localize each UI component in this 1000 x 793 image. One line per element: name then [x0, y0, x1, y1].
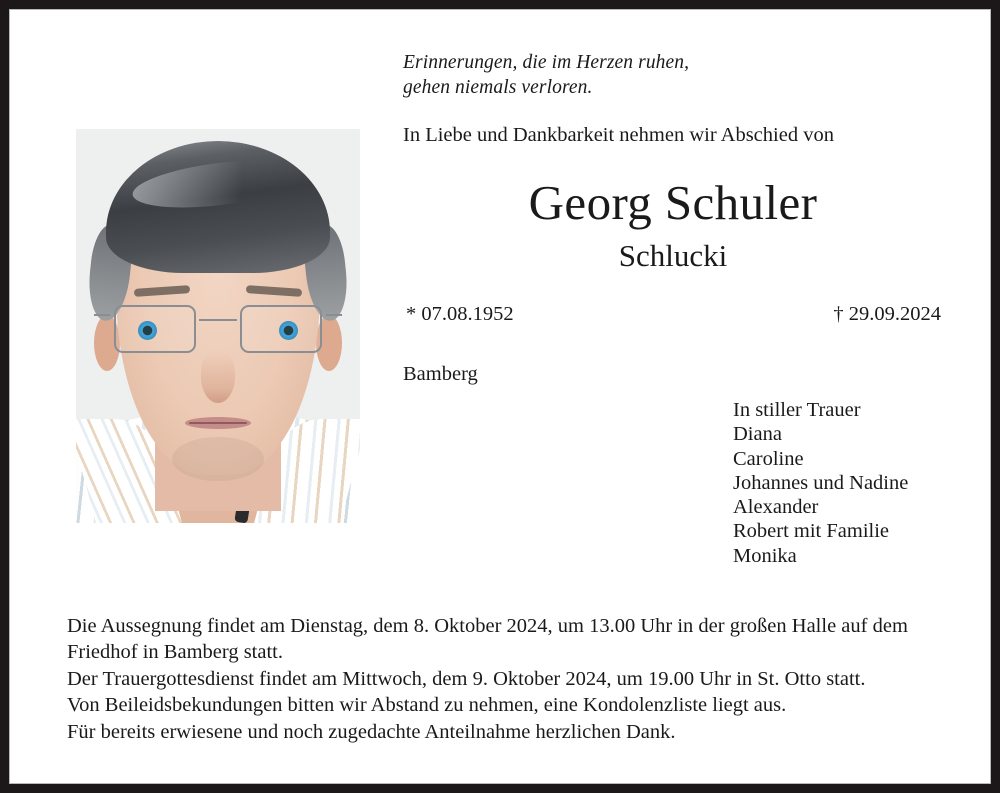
- chin-shape: [172, 437, 264, 481]
- place: Bamberg: [403, 363, 478, 385]
- mouth-shape: [185, 417, 251, 429]
- eyeglasses-shape: [108, 305, 328, 357]
- mourner-item: Monika: [733, 544, 797, 567]
- mourners-list: [733, 398, 943, 568]
- eyeglass-bridge: [199, 319, 237, 321]
- mourner-item: Caroline: [733, 447, 804, 470]
- arrangement-line: Die Aussegnung findet am Dienstag, dem 8. Oktober 2024, um 13.00 Uhr in der großen Halle auf dem Friedhof in Bamberg statt.: [67, 615, 908, 664]
- hair-shape: [106, 141, 330, 273]
- epitaph: [403, 50, 943, 100]
- arrangement-line: Von Beileidsbekundungen bitten wir Abstand zu nehmen, eine Kondolenzliste liegt aus.: [67, 694, 787, 717]
- death-notice: [9, 9, 991, 784]
- deceased-name: Georg Schuler: [528, 175, 818, 230]
- eyeglass-temple-right: [326, 314, 342, 316]
- arrangement-line: Für bereits erwiesene und noch zugedachte Anteilnahme herzlichen Dank.: [67, 720, 676, 743]
- deceased-nickname: Schlucki: [618, 238, 728, 273]
- mourner-item: Johannes und Nadine: [733, 471, 909, 494]
- eyeglass-temple-left: [94, 314, 110, 316]
- death-date: † 29.09.2024: [833, 303, 941, 325]
- eyeglass-lens-right: [240, 305, 322, 353]
- funeral-arrangements: [67, 613, 947, 745]
- life-dates: [403, 303, 943, 329]
- mourner-item: Robert mit Familie: [733, 520, 890, 543]
- mourner-item: Diana: [733, 423, 782, 446]
- mourner-item: Alexander: [733, 496, 819, 519]
- mourners-heading: In stiller Trauer: [733, 399, 861, 421]
- eyeglass-lens-left: [114, 305, 196, 353]
- birth-date: * 07.08.1952: [406, 303, 514, 325]
- epitaph-line-2: gehen niemals verloren.: [403, 77, 593, 98]
- portrait-photo: [76, 129, 360, 523]
- nose-shape: [201, 351, 235, 403]
- epitaph-line-1: Erinnerungen, die im Herzen ruhen,: [403, 52, 690, 73]
- lead-sentence: In Liebe und Dankbarkeit nehmen wir Abschied von: [403, 124, 834, 146]
- arrangement-line: Der Trauergottesdienst findet am Mittwoch, dem 9. Oktober 2024, um 19.00 Uhr in St. Otto statt.: [67, 667, 866, 690]
- notice-text-column: [403, 50, 943, 568]
- portrait-image: [76, 129, 360, 523]
